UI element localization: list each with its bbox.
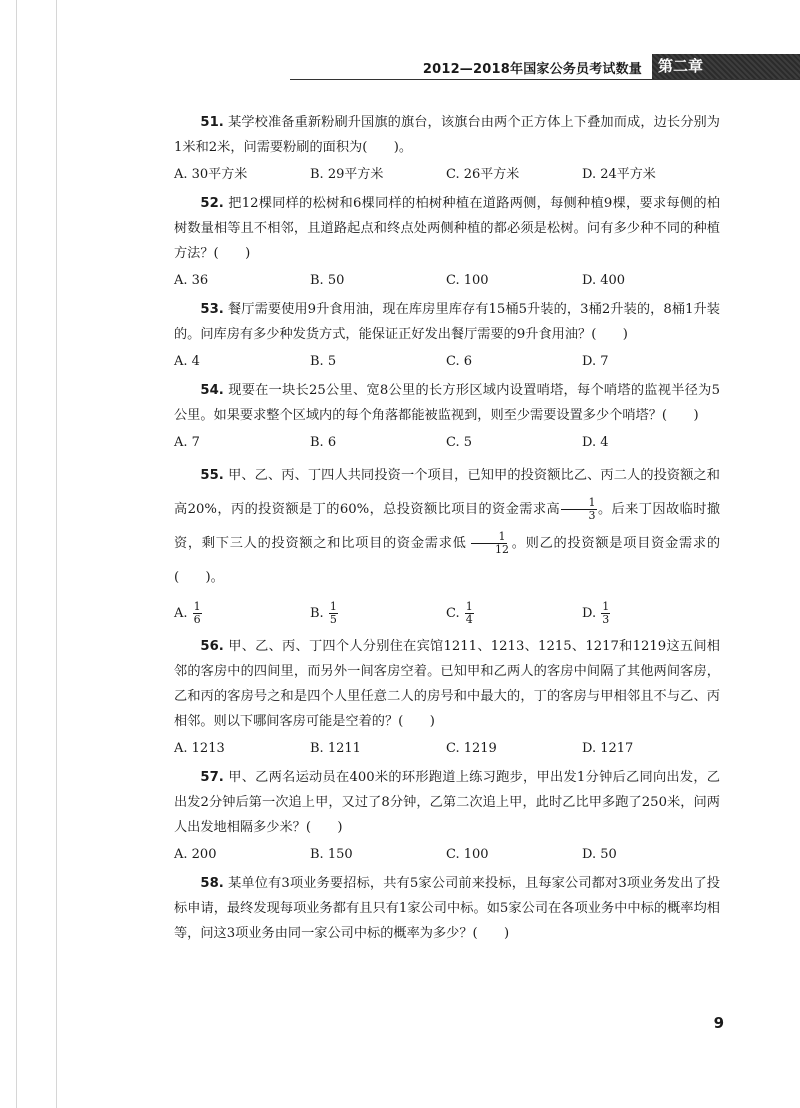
fraction-denominator: 5 [329,613,337,626]
question-number: 53. [200,302,224,317]
question-51 [174,110,720,160]
option [174,601,310,626]
option: D. 4 [582,435,609,450]
question-text: 甲、乙两名运动员在400米的环形跑道上练习跑步，甲出发1分钟后乙同向出发，乙出发2分钟后第一次追上甲，又过了8分钟，乙第二次追上甲，此时乙比甲多跑了250米，问两人出发地相隔多少米？( ) [174,770,720,835]
fraction [193,601,202,626]
fraction-denominator: 3 [588,509,596,522]
option: A. 4 [174,354,200,369]
header-rule [290,79,800,80]
option [582,601,718,626]
option: C. 100 [446,273,489,288]
option: B. 29平方米 [310,167,384,182]
question-number: 58. [200,876,224,891]
option: C. 6 [446,354,473,369]
option-label: D. [582,606,597,621]
option: B. 50 [310,273,345,288]
fraction-denominator: 12 [495,543,509,556]
question-text: 餐厅需要使用9升食用油，现在库房里库存有15桶5升装的，3桶2升装的，8桶1升装的。问库房有多少种发货方式，能保证正好发出餐厅需要的9升食用油？( ) [174,302,720,342]
question-text: 把12棵同样的松树和6棵同样的柏树种植在道路两侧，每侧种植9棵，要求每侧的柏树数量相等且不相邻，且道路起点和终点处两侧种植的都必须是松树。问有多少种不同的种植方法？( ) [174,196,720,261]
question-number: 52. [200,196,224,211]
fraction-numerator: 1 [602,600,610,613]
option-label: C. [446,606,460,621]
option: A. 30平方米 [174,167,248,182]
option: C. 5 [446,435,473,450]
option: C. 1219 [446,741,497,756]
options-53 [174,349,720,374]
options-51 [174,162,720,187]
question-52 [174,191,720,266]
option-label: B. [310,606,324,621]
option: D. 400 [582,273,626,288]
question-55 [174,459,720,595]
question-53 [174,297,720,347]
fraction [601,601,610,626]
options-55 [174,601,720,626]
fraction [465,601,474,626]
option: B. 150 [310,847,353,862]
option: C. 26平方米 [446,167,520,182]
question-number: 55. [200,468,224,483]
options-52 [174,268,720,293]
option: B. 6 [310,435,337,450]
header-title: 2012—2018年国家公务员考试数量 [422,62,642,77]
fraction-denominator: 6 [193,613,201,626]
option: A. 200 [174,847,217,862]
option: A. 7 [174,435,200,450]
option: D. 50 [582,847,617,862]
question-57 [174,765,720,840]
fraction-numerator: 1 [471,531,506,544]
fraction-numerator: 1 [465,600,473,613]
question-text: 现要在一块长25公里、宽8公里的长方形区域内设置哨塔，每个哨塔的监视半径为5公里。如果要求整个区域内的每个角落都能被监视到，则至少需要设置多少个哨塔？( ) [174,383,720,423]
option [446,601,582,626]
option: C. 100 [446,847,489,862]
question-58 [174,871,720,946]
question-number: 51. [200,115,224,130]
option: A. 1213 [174,741,225,756]
fraction [329,601,338,626]
fraction-denominator: 3 [602,613,610,626]
option: D. 1217 [582,741,634,756]
option: A. 36 [174,273,209,288]
fraction [561,497,596,522]
fraction [468,531,510,556]
question-number: 54. [200,383,224,398]
option-label: A. [174,606,188,621]
options-56 [174,736,720,761]
question-text: 。后来丁因故临时撤资，剩下三人的投资额之和比项目的资金需求低 [174,502,721,551]
option: D. 7 [582,354,609,369]
page-header [290,54,800,80]
chapter-label: 第二章 [652,54,800,79]
question-text: 。则乙的投资额是项目资金需求的( )。 [174,536,721,585]
page-edge-line [16,0,17,1108]
fraction-numerator: 1 [193,600,201,613]
fraction-numerator: 1 [329,600,337,613]
option: B. 1211 [310,741,361,756]
question-number: 57. [200,770,224,785]
question-text: 甲、乙、丙、丁四个人分别住在宾馆1211、1213、1215、1217和1219这五间相邻的客房中的四间里，而另外一间客房空着。已知甲和乙两人的客房中间隔了其他两间客房，乙和丙的客房号之和是四个人里任意二人的房号和中最大的，丁的客房与甲相邻且不与乙、丙相邻。则以下哪间客房可能是空着的？( ) [174,639,720,729]
fraction-numerator: 1 [561,497,596,510]
option: D. 24平方米 [582,167,656,182]
options-54 [174,430,720,455]
question-text: 某学校准备重新粉刷升国旗的旗台，该旗台由两个正方体上下叠加而成，边长分别为1米和2米，问需要粉刷的面积为( )。 [174,115,720,155]
question-list [174,110,720,946]
option [310,601,446,626]
question-text: 某单位有3项业务要招标，共有5家公司前来投标，且每家公司都对3项业务发出了投标申请，最终发现每项业务都有且只有1家公司中标。如5家公司在各项业务中中标的概率均相等，问这3项业务由同一家公司中标的概率为多少？( ) [174,876,720,941]
question-54 [174,378,720,428]
options-57 [174,842,720,867]
question-text: 甲、乙、丙、丁四人共同投资一个项目，已知甲的投资额比乙、丙二人的投资额之和高20%，丙的投资额是丁的60%，总投资额比项目的资金需求高 [174,468,720,517]
fraction-denominator: 4 [465,613,473,626]
page-edge-line [56,0,57,1108]
page-number: 9 [713,1014,724,1032]
question-56 [174,634,720,734]
question-number: 56. [200,639,224,654]
option: B. 5 [310,354,337,369]
